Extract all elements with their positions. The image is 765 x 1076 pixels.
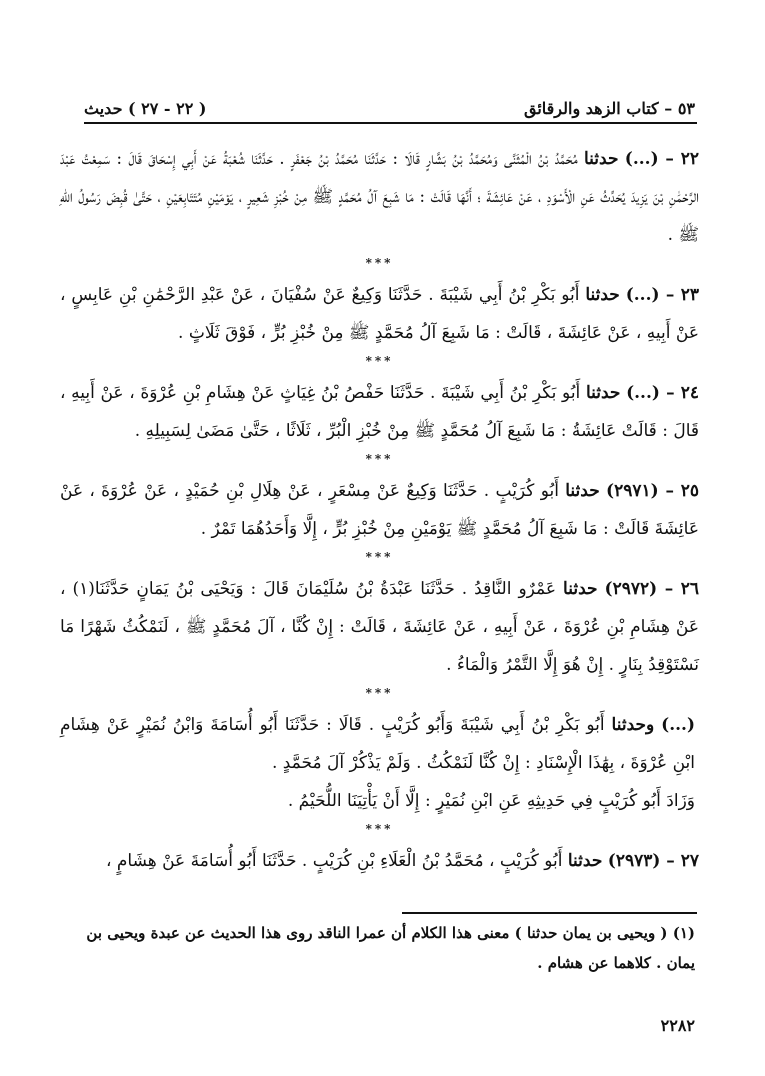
- header-hadith-range: ( ٢٢ - ٢٧ ) حديث: [84, 99, 207, 118]
- separator-stars: ***: [365, 452, 394, 466]
- header-rule: [84, 122, 697, 124]
- hadith-text: أَبُو كُرَيْبٍ . حَدَّثَنَا وَكِيعٌ عَنْ مِسْعَرٍ ، عَنْ هِلَالِ بْنِ حُمَيْدٍ ، عَنْ عُرْوَةَ ، عَنْ عَائِشَةَ قَالَتْ : مَا شَبِعَ آلُ مُحَمَّدٍ ﷺ يَوْمَيْنِ مِنْ خُبْزِ بُرٍّ ، إِلَّا وَأَحَدُهُمَا تَمْرٌ .: [60, 481, 699, 539]
- footnote-rule: [402, 912, 697, 914]
- header-chapter-title: ٥٣ – كتاب الزهد والرقائق: [523, 99, 695, 118]
- hadith-26-variant: [60, 706, 699, 782]
- hadith-24: [60, 374, 699, 450]
- separator-stars: ***: [365, 354, 394, 368]
- hadith-addition: وَزَادَ أَبُو كُرَيْبٍ فِي حَدِيثِهِ عَنِ ابْنِ نُمَيْرٍ : إِلَّا أَنْ يَأْتِيَنَا اللُّحَيْمُ .: [287, 791, 695, 811]
- hadith-number: ٢٦ – (٢٩٧٢): [604, 579, 699, 599]
- page-number: ٢٢٨٢: [660, 1016, 695, 1035]
- hadith-text: عَمْرٌو النَّاقِدُ . حَدَّثَنَا عَبْدَةُ بْنُ سُلَيْمَانَ قَالَ : وَيَحْيَى بْنُ يَمَانٍ حَدَّثَنَا(١) ، عَنْ هِشَامِ بْنِ عُرْوَةَ ، عَنْ أَبِيهِ ، عَنْ عَائِشَةَ ، قَالَتْ : إِنْ كُنَّا ، آلَ مُحَمَّدٍ ﷺ ، لَنَمْكُثُ شَهْرًا مَا نَسْتَوْقِدُ بِنَارٍ . إِنْ هُوَ إِلَّا التَّمْرُ وَالْمَاءُ .: [60, 579, 699, 675]
- hadith-text: أَبُو بَكْرِ بْنُ أَبِي شَيْبَةَ . حَدَّثَنَا حَفْصُ بْنُ غِيَاثٍ عَنْ هِشَامِ بْنِ عُرْوَةَ ، عَنْ أَبِيهِ ، قَالَ : قَالَتْ عَائِشَةُ : مَا شَبِعَ آلُ مُحَمَّدٍ ﷺ مِنْ خُبْزِ الْبُرِّ ، ثَلَاثًا ، حَتَّىٰ مَضَىٰ لِسَبِيلِهِ .: [60, 383, 699, 441]
- hadith-22: [60, 140, 699, 254]
- hadith-number: ٢٣ – (...): [625, 285, 700, 305]
- hadith-27: [60, 842, 699, 880]
- hadith-text: مُحَمَّدُ بْنُ الْمُثَنَّى وَمُحَمَّدُ بْنُ بَشَّارٍ قَالَا : حَدَّثَنَا مُحَمَّدُ بْنُ جَعْفَرٍ . حَدَّثَنَا شُعْبَةُ عَنْ أَبِي إِسْحَاقَ قَالَ : سَمِعْتُ عَبْدَ الرَّحْمَٰنِ بْنَ يَزِيدَ يُحَدِّثُ عَنِ الْأَسْوَدِ ، عَنْ عَائِشَةَ ؛ أَنَّهَا قَالَتْ : مَا شَبِعَ آلُ مُحَمَّدٍ ﷺ مِنْ خُبْزِ شَعِيرٍ ، يَوْمَيْنِ مُتَتَابِعَيْنِ ، حَتَّىٰ قُبِضَ رَسُولُ اللهِ ﷺ .: [60, 149, 699, 245]
- hadith-opening: حدثنا: [565, 481, 600, 501]
- running-header: [84, 88, 695, 118]
- hadith-opening: حدثنا: [584, 149, 619, 169]
- hadith-opening: حدثنا: [585, 285, 620, 305]
- hadith-23: [60, 276, 699, 352]
- hadith-opening: حدثنا: [563, 579, 598, 599]
- separator-stars: ***: [365, 256, 394, 270]
- separator-stars: ***: [365, 686, 394, 700]
- hadith-number: (...): [661, 715, 696, 735]
- hadith-opening: وحدثنا: [611, 715, 655, 735]
- hadith-number: ٢٢ – (...): [624, 149, 700, 169]
- hadith-number: ٢٥ – (٢٩٧١): [606, 481, 700, 501]
- separator-stars: ***: [365, 822, 394, 836]
- hadith-text: أَبُو بَكْرِ بْنُ أَبِي شَيْبَةَ . حَدَّثَنَا وَكِيعٌ عَنْ سُفْيَانَ ، عَنْ عَبْدِ الرَّحْمَٰنِ بْنِ عَابِسٍ ، عَنْ أَبِيهِ ، عَنْ عَائِشَةَ ، قَالَتْ : مَا شَبِعَ آلُ مُحَمَّدٍ ﷺ مِنْ خُبْزِ بُرٍّ ، فَوْقَ ثَلَاثٍ .: [60, 285, 699, 343]
- separator-stars: ***: [365, 550, 394, 564]
- hadith-25: [60, 472, 699, 548]
- footnote: (١) ( ويحيى بن يمان حدثنا ) معنى هذا الكلام أن عمرا الناقد روى هذا الحديث عن عبدة ويحيى بن يمان . كلاهما عن هشام .: [86, 924, 695, 972]
- main-text: [60, 140, 699, 910]
- hadith-number: ٢٧ – (٢٩٧٣): [607, 851, 699, 871]
- hadith-opening: حدثنا: [567, 851, 603, 871]
- hadith-number: ٢٤ – (...): [626, 383, 700, 403]
- hadith-text: أَبُو كُرَيْبٍ ، مُحَمَّدُ بْنُ الْعَلَاءِ بْنِ كُرَيْبٍ . حَدَّثَنَا أَبُو أُسَامَةَ عَنْ هِشَامٍ ،: [105, 851, 563, 871]
- hadith-26: [60, 570, 699, 684]
- hadith-opening: حدثنا: [585, 383, 621, 403]
- hadith-text: أَبُو بَكْرِ بْنُ أَبِي شَيْبَةَ وَأَبُو كُرَيْبٍ . قَالَا : حَدَّثَنَا أَبُو أُسَامَةَ وَابْنُ نُمَيْرٍ عَنْ هِشَامِ ابْنِ عُرْوَةَ ، بِهَٰذَا الْإِسْنَادِ : إِنْ كُنَّا لَنَمْكُثُ . وَلَمْ يَذْكُرْ آلَ مُحَمَّدٍ .: [60, 715, 695, 773]
